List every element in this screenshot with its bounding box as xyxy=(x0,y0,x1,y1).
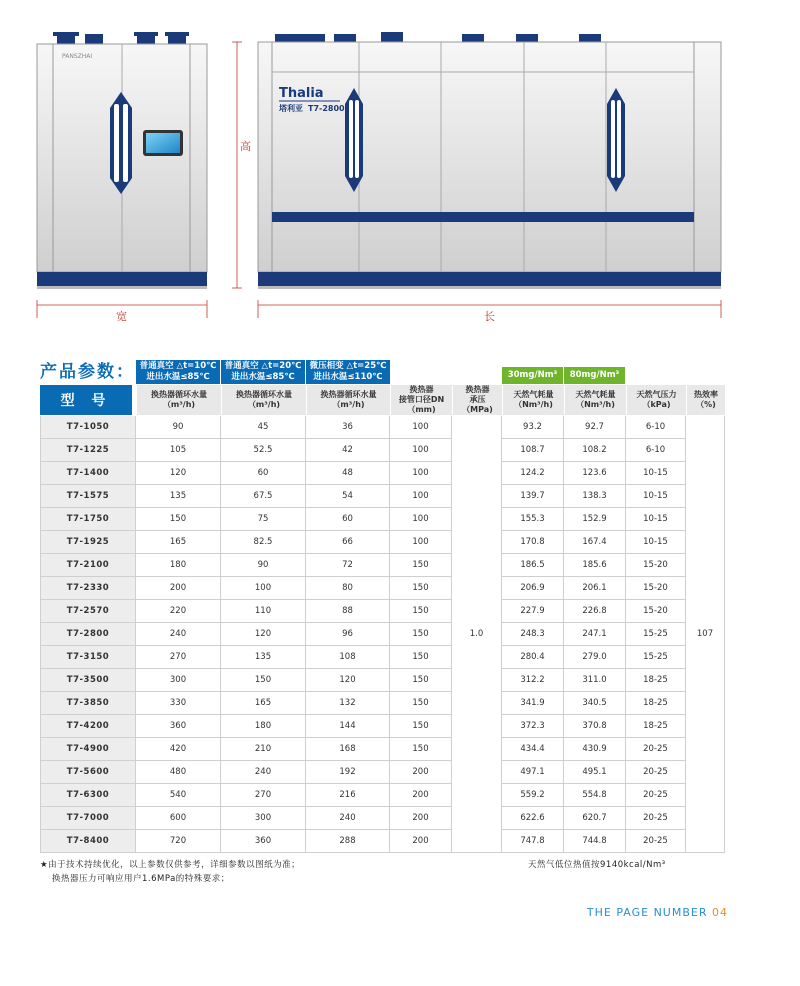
column-header-5-l3: （MPa) xyxy=(462,405,493,414)
cell-p: 20-25 xyxy=(626,830,686,853)
table-row xyxy=(0,738,800,761)
column-header-9-l2: （%) xyxy=(696,400,716,409)
cell-dn: 100 xyxy=(390,508,452,531)
cell-c2: 270 xyxy=(221,784,306,807)
front-view xyxy=(37,32,207,289)
cell-dn: 200 xyxy=(390,761,452,784)
cell-c2: 45 xyxy=(221,416,306,439)
page-number-value: 04 xyxy=(712,906,728,919)
cell-c3: 120 xyxy=(306,669,390,692)
side-model-cn: 塔利亚 xyxy=(279,104,303,113)
table-row xyxy=(0,462,800,485)
cell-p: 15-20 xyxy=(626,554,686,577)
table-row xyxy=(0,646,800,669)
cell-p: 20-25 xyxy=(626,738,686,761)
table-row xyxy=(0,600,800,623)
cell-c3: 144 xyxy=(306,715,390,738)
cell-model: T7-1400 xyxy=(40,462,136,485)
column-header-6-l1: 天然气耗量 xyxy=(513,390,554,399)
cell-g30: 341.9 xyxy=(502,692,564,715)
column-header-8 xyxy=(626,385,686,415)
cell-dn: 200 xyxy=(390,784,452,807)
table-row xyxy=(0,554,800,577)
cell-c3: 36 xyxy=(306,416,390,439)
group-header-1-line2: 进出水温≤85℃ xyxy=(146,372,210,382)
front-brand: PANSZHAI xyxy=(62,53,93,60)
cell-c3: 132 xyxy=(306,692,390,715)
cell-c2: 90 xyxy=(221,554,306,577)
cell-c1: 600 xyxy=(136,807,221,830)
table-row xyxy=(0,485,800,508)
cell-c3: 42 xyxy=(306,439,390,462)
cell-g30: 206.9 xyxy=(502,577,564,600)
cell-dn: 100 xyxy=(390,531,452,554)
cell-g80: 185.6 xyxy=(564,554,626,577)
model-column-header: 型 号 xyxy=(40,385,132,415)
cell-p: 18-25 xyxy=(626,692,686,715)
cell-c2: 360 xyxy=(221,830,306,853)
cell-g80: 92.7 xyxy=(564,416,626,439)
column-header-7 xyxy=(564,385,626,415)
table-row xyxy=(0,531,800,554)
height-label: 高 xyxy=(240,140,251,153)
column-header-4-l2: 接管口径DN xyxy=(398,395,445,404)
emission-header-30: 30mg/Nm³ xyxy=(502,367,563,384)
cell-c1: 420 xyxy=(136,738,221,761)
cell-g30: 227.9 xyxy=(502,600,564,623)
table-row xyxy=(0,692,800,715)
cell-dn: 100 xyxy=(390,462,452,485)
column-header-6 xyxy=(502,385,564,415)
cell-model: T7-1925 xyxy=(40,531,136,554)
note-line-1: ★由于技术持续优化，以上参数仅供参考，详细参数以图纸为准； xyxy=(40,860,301,870)
column-header-1-l2: （m³/h) xyxy=(162,400,196,409)
cell-g30: 93.2 xyxy=(502,416,564,439)
pressure-merged-cell: 1.0 xyxy=(452,416,502,853)
width-label: 宽 xyxy=(116,310,127,323)
cell-model: T7-4200 xyxy=(40,715,136,738)
cell-p: 6-10 xyxy=(626,416,686,439)
cell-p: 15-25 xyxy=(626,646,686,669)
cell-c3: 216 xyxy=(306,784,390,807)
side-view xyxy=(258,32,721,289)
cell-c3: 96 xyxy=(306,623,390,646)
cell-p: 15-25 xyxy=(626,623,686,646)
cell-dn: 200 xyxy=(390,807,452,830)
cell-c3: 168 xyxy=(306,738,390,761)
column-header-8-l1: 天然气压力 xyxy=(636,390,677,399)
cell-p: 10-15 xyxy=(626,462,686,485)
group-header-1 xyxy=(136,360,220,384)
cell-dn: 100 xyxy=(390,439,452,462)
table-row xyxy=(0,715,800,738)
gas-note: 天然气低位热值按9140kcal/Nm³ xyxy=(528,860,666,870)
cell-p: 10-15 xyxy=(626,531,686,554)
cell-g80: 206.1 xyxy=(564,577,626,600)
cell-c1: 480 xyxy=(136,761,221,784)
cell-p: 20-25 xyxy=(626,784,686,807)
cell-c1: 360 xyxy=(136,715,221,738)
cell-model: T7-3850 xyxy=(40,692,136,715)
group-header-3 xyxy=(306,360,390,384)
cell-c1: 300 xyxy=(136,669,221,692)
cell-model: T7-3500 xyxy=(40,669,136,692)
cell-g80: 226.8 xyxy=(564,600,626,623)
cell-g80: 744.8 xyxy=(564,830,626,853)
section-title: 产品参数： xyxy=(40,362,135,382)
cell-p: 10-15 xyxy=(626,508,686,531)
cell-model: T7-1575 xyxy=(40,485,136,508)
cell-g30: 622.6 xyxy=(502,807,564,830)
cell-c1: 270 xyxy=(136,646,221,669)
cell-model: T7-2570 xyxy=(40,600,136,623)
column-header-3-l1: 换热器循环水量 xyxy=(320,390,377,399)
table-row xyxy=(0,508,800,531)
cell-c2: 82.5 xyxy=(221,531,306,554)
cell-model: T7-4900 xyxy=(40,738,136,761)
cell-c2: 120 xyxy=(221,623,306,646)
cell-c1: 200 xyxy=(136,577,221,600)
table-row xyxy=(0,577,800,600)
cell-c3: 108 xyxy=(306,646,390,669)
column-header-7-l1: 天然气耗量 xyxy=(575,390,616,399)
cell-g80: 430.9 xyxy=(564,738,626,761)
cell-dn: 150 xyxy=(390,623,452,646)
cell-c3: 192 xyxy=(306,761,390,784)
cell-g80: 340.5 xyxy=(564,692,626,715)
group-header-2 xyxy=(221,360,305,384)
cell-g30: 747.8 xyxy=(502,830,564,853)
side-model: T7-2800 xyxy=(308,104,345,113)
cell-c2: 60 xyxy=(221,462,306,485)
cell-p: 18-25 xyxy=(626,669,686,692)
length-label: 长 xyxy=(484,310,495,323)
cell-dn: 150 xyxy=(390,600,452,623)
cell-c1: 720 xyxy=(136,830,221,853)
cell-dn: 150 xyxy=(390,669,452,692)
column-header-9 xyxy=(686,385,725,415)
cell-g80: 247.1 xyxy=(564,623,626,646)
cell-g80: 138.3 xyxy=(564,485,626,508)
cell-c2: 240 xyxy=(221,761,306,784)
cell-g30: 170.8 xyxy=(502,531,564,554)
column-header-5-l2: 承压 xyxy=(469,395,486,404)
cell-g80: 620.7 xyxy=(564,807,626,830)
cell-g30: 312.2 xyxy=(502,669,564,692)
cell-g80: 123.6 xyxy=(564,462,626,485)
cell-g80: 311.0 xyxy=(564,669,626,692)
cell-model: T7-6300 xyxy=(40,784,136,807)
cell-p: 10-15 xyxy=(626,485,686,508)
cell-c2: 52.5 xyxy=(221,439,306,462)
note-line-2: 换热器压力可响应用户1.6MPa的特殊要求； xyxy=(52,874,230,884)
cell-dn: 150 xyxy=(390,646,452,669)
table-row xyxy=(0,439,800,462)
cell-g30: 497.1 xyxy=(502,761,564,784)
cell-c1: 90 xyxy=(136,416,221,439)
cell-dn: 200 xyxy=(390,830,452,853)
cell-g80: 279.0 xyxy=(564,646,626,669)
cell-c2: 210 xyxy=(221,738,306,761)
cell-c1: 220 xyxy=(136,600,221,623)
cell-c1: 240 xyxy=(136,623,221,646)
cell-model: T7-3150 xyxy=(40,646,136,669)
cell-model: T7-8400 xyxy=(40,830,136,853)
cell-g30: 280.4 xyxy=(502,646,564,669)
column-header-8-l2: （kPa) xyxy=(642,400,671,409)
cell-g30: 139.7 xyxy=(502,485,564,508)
group-header-3-line2: 进出水温≤110℃ xyxy=(313,372,383,382)
cell-p: 6-10 xyxy=(626,439,686,462)
column-header-7-l2: （Nm³/h) xyxy=(576,400,615,409)
cell-g80: 167.4 xyxy=(564,531,626,554)
cell-dn: 150 xyxy=(390,738,452,761)
cell-g30: 434.4 xyxy=(502,738,564,761)
cell-g30: 186.5 xyxy=(502,554,564,577)
group-header-2-line2: 进出水温≤85℃ xyxy=(231,372,295,382)
cell-c2: 300 xyxy=(221,807,306,830)
efficiency-merged-cell: 107 xyxy=(686,416,725,853)
cell-c2: 75 xyxy=(221,508,306,531)
cell-dn: 150 xyxy=(390,715,452,738)
cell-model: T7-7000 xyxy=(40,807,136,830)
column-header-2-l2: （m³/h) xyxy=(247,400,281,409)
column-header-6-l2: （Nm³/h) xyxy=(514,400,553,409)
cell-g80: 152.9 xyxy=(564,508,626,531)
column-header-9-l1: 热效率 xyxy=(694,390,718,399)
cell-c2: 110 xyxy=(221,600,306,623)
column-header-2-l1: 换热器循环水量 xyxy=(236,390,292,399)
cell-dn: 150 xyxy=(390,554,452,577)
cell-dn: 150 xyxy=(390,692,452,715)
cell-p: 15-20 xyxy=(626,577,686,600)
cell-c1: 150 xyxy=(136,508,221,531)
column-header-1 xyxy=(136,385,221,415)
column-header-5-l1: 换热器 xyxy=(465,385,490,394)
cell-g30: 124.2 xyxy=(502,462,564,485)
table-row xyxy=(0,830,800,853)
table-row xyxy=(0,669,800,692)
table-row xyxy=(0,807,800,830)
cell-c3: 80 xyxy=(306,577,390,600)
cell-g80: 108.2 xyxy=(564,439,626,462)
cell-dn: 100 xyxy=(390,485,452,508)
cell-c1: 105 xyxy=(136,439,221,462)
cell-dn: 150 xyxy=(390,577,452,600)
cell-p: 18-25 xyxy=(626,715,686,738)
cell-g30: 372.3 xyxy=(502,715,564,738)
cell-g30: 559.2 xyxy=(502,784,564,807)
emission-header-80: 80mg/Nm³ xyxy=(564,367,625,384)
page-number-text: THE PAGE NUMBER xyxy=(586,906,708,919)
cell-model: T7-2800 xyxy=(40,623,136,646)
cell-g80: 370.8 xyxy=(564,715,626,738)
column-header-3-l2: （m³/h) xyxy=(332,400,365,409)
cell-c3: 288 xyxy=(306,830,390,853)
cell-c1: 135 xyxy=(136,485,221,508)
table-row xyxy=(0,761,800,784)
cell-g30: 248.3 xyxy=(502,623,564,646)
group-header-1-line1: 普通真空 △t=10℃ xyxy=(139,361,217,371)
cell-g80: 495.1 xyxy=(564,761,626,784)
cell-c2: 100 xyxy=(221,577,306,600)
cell-c3: 48 xyxy=(306,462,390,485)
cell-dn: 100 xyxy=(390,416,452,439)
cell-c3: 66 xyxy=(306,531,390,554)
cell-c2: 165 xyxy=(221,692,306,715)
cell-c2: 67.5 xyxy=(221,485,306,508)
column-header-2 xyxy=(221,385,306,415)
column-header-5 xyxy=(452,385,502,415)
cell-g30: 108.7 xyxy=(502,439,564,462)
side-brand: Thalia xyxy=(279,86,324,101)
cell-c3: 72 xyxy=(306,554,390,577)
cell-c2: 150 xyxy=(221,669,306,692)
cell-g30: 155.3 xyxy=(502,508,564,531)
group-header-3-line1: 微压相变 △t=25℃ xyxy=(309,361,387,371)
table-row xyxy=(0,784,800,807)
product-illustration xyxy=(0,0,800,330)
cell-c1: 540 xyxy=(136,784,221,807)
group-header-2-line1: 普通真空 △t=20℃ xyxy=(224,361,302,371)
column-header-4 xyxy=(390,385,452,415)
cell-c3: 60 xyxy=(306,508,390,531)
page-number xyxy=(587,906,728,919)
cell-p: 15-20 xyxy=(626,600,686,623)
cell-c3: 240 xyxy=(306,807,390,830)
cell-p: 20-25 xyxy=(626,807,686,830)
cell-model: T7-2100 xyxy=(40,554,136,577)
cell-c1: 330 xyxy=(136,692,221,715)
column-header-4-l3: （mm) xyxy=(407,405,436,414)
column-header-4-l1: 换热器 xyxy=(409,385,434,394)
column-header-3 xyxy=(306,385,390,415)
table-row xyxy=(0,623,800,646)
cell-c1: 165 xyxy=(136,531,221,554)
cell-c1: 120 xyxy=(136,462,221,485)
column-header-1-l1: 换热器循环水量 xyxy=(151,390,207,399)
cell-model: T7-5600 xyxy=(40,761,136,784)
cell-c3: 54 xyxy=(306,485,390,508)
cell-model: T7-1225 xyxy=(40,439,136,462)
cell-model: T7-1750 xyxy=(40,508,136,531)
cell-c3: 88 xyxy=(306,600,390,623)
cell-c2: 135 xyxy=(221,646,306,669)
cell-c2: 180 xyxy=(221,715,306,738)
cell-p: 20-25 xyxy=(626,761,686,784)
cell-g80: 554.8 xyxy=(564,784,626,807)
table-row xyxy=(0,416,800,439)
cell-c1: 180 xyxy=(136,554,221,577)
cell-model: T7-2330 xyxy=(40,577,136,600)
cell-model: T7-1050 xyxy=(40,416,136,439)
